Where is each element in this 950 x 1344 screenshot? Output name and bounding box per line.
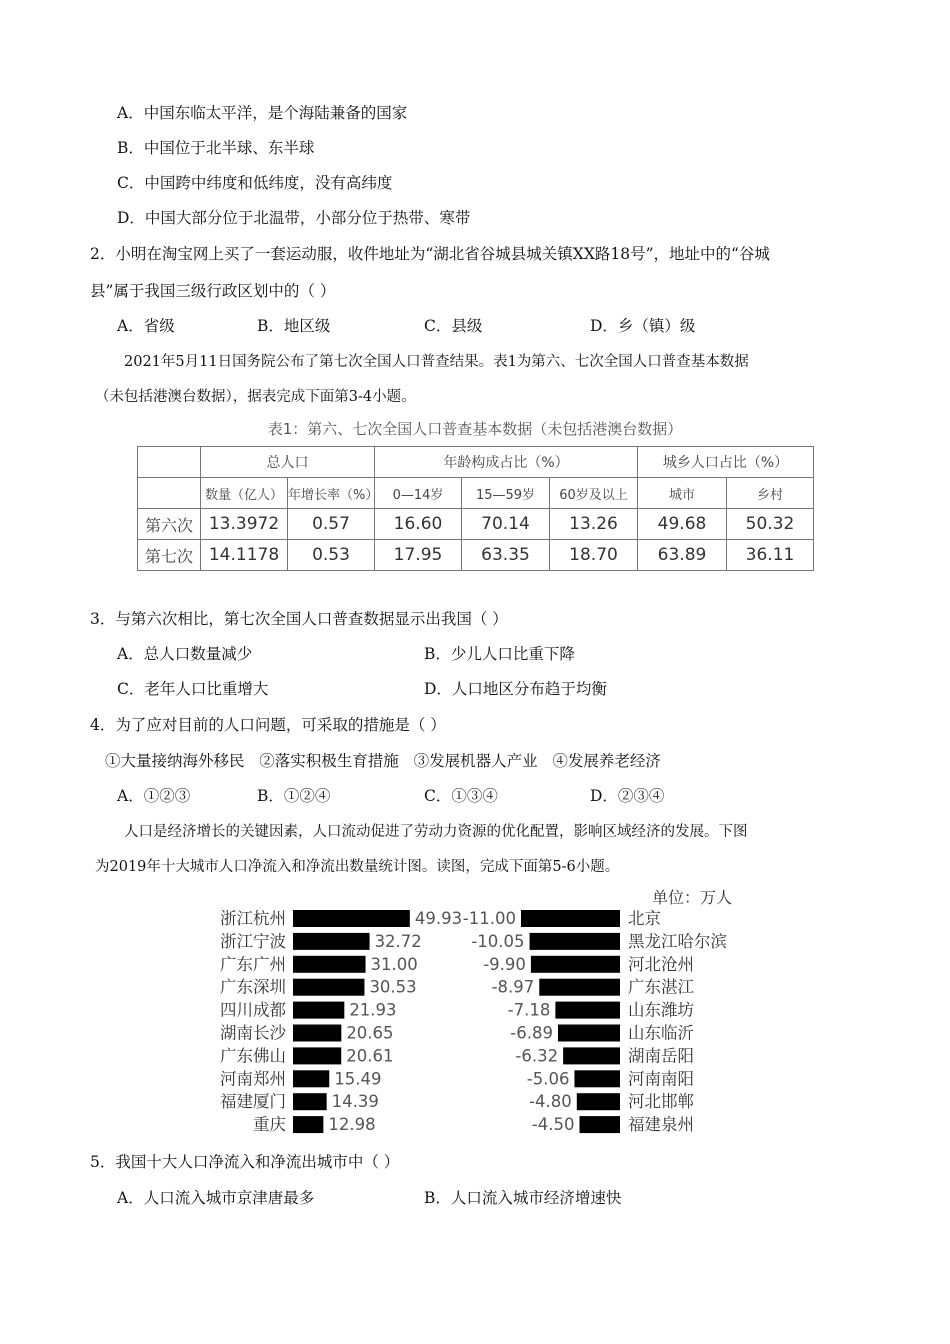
table-corner-cell	[138, 478, 201, 509]
chart-bar	[577, 1093, 620, 1110]
chart-value-label: -6.32	[515, 1046, 559, 1066]
chart-bar	[293, 1070, 329, 1087]
chart-bar	[293, 910, 410, 927]
q2-option-d: D．乡（镇）级	[590, 317, 696, 335]
q4-option-d: D．②③④	[590, 787, 665, 805]
q2-stem-line1: 2．小明在淘宝网上买了一套运动服，收件地址为“湖北省谷城县城关镇XX路18号”，地址中的“谷城	[90, 245, 770, 263]
chart-category-label: 湖南岳阳	[628, 1046, 694, 1066]
table-cell: 70.14	[462, 509, 550, 540]
table-row-label: 第六次	[138, 509, 201, 540]
chart-category-label: 河北沧州	[628, 954, 694, 974]
chart-value-label: -5.06	[526, 1069, 570, 1089]
q2-option-c: C．县级	[424, 317, 483, 335]
passage1-line2: （未包括港澳台数据），据表完成下面第3-4小题。	[95, 389, 416, 405]
chart-value-label: -7.18	[507, 1000, 551, 1020]
q1-option-c: C．中国跨中纬度和低纬度，没有高纬度	[117, 174, 393, 192]
chart-category-label: 浙江宁波	[220, 931, 286, 951]
q1-option-a: A．中国东临太平洋，是个海陆兼备的国家	[117, 104, 408, 122]
table-cell: 50.32	[727, 509, 814, 540]
table-sub-header: 年增长率（%）	[288, 478, 375, 509]
chart-bar	[293, 1116, 323, 1133]
chart-bar	[521, 910, 620, 927]
chart-category-label: 广东佛山	[220, 1046, 286, 1066]
chart-bar	[580, 1116, 621, 1133]
chart-category-label: 广东湛江	[628, 977, 694, 997]
chart-category-label: 山东潍坊	[628, 1000, 694, 1020]
chart-bar	[293, 1093, 327, 1110]
chart-unit-label: 单位：万人	[651, 888, 732, 907]
chart-value-label: -10.05	[471, 931, 525, 951]
chart-category-label: 北京	[628, 909, 661, 928]
q5-option-a: A．人口流入城市京津唐最多	[117, 1189, 315, 1207]
passage1-line1: 2021年5月11日国务院公布了第七次全国人口普查结果。表1为第六、七次全国人口普查基本数据	[124, 354, 749, 370]
table-cell: 63.89	[638, 540, 727, 571]
chart-value-label: 15.49	[334, 1069, 382, 1089]
chart-category-label: 广东深圳	[220, 977, 286, 997]
table-sub-header: 15—59岁	[462, 478, 550, 509]
table-cell: 13.3972	[201, 509, 288, 540]
chart-category-label: 四川成都	[220, 1000, 286, 1020]
chart-value-label: -4.50	[531, 1115, 575, 1135]
q2-option-a: A．省级	[117, 317, 175, 335]
q5-stem: 5．我国十大人口净流入和净流出城市中（ ）	[90, 1153, 400, 1171]
table-cell: 49.68	[638, 509, 727, 540]
chart-value-label: -4.80	[529, 1092, 572, 1112]
chart-category-label: 福建厦门	[220, 1092, 286, 1112]
q4-measures: ①大量接纳海外移民 ②落实积极生育措施 ③发展机器人产业 ④发展养老经济	[105, 752, 661, 770]
census-table	[137, 446, 814, 571]
chart-category-label: 山东临沂	[628, 1023, 694, 1043]
chart-bar	[530, 933, 620, 950]
q4-stem: 4．为了应对目前的人口问题，可采取的措施是（ ）	[90, 716, 446, 734]
q4-option-b: B．①②④	[257, 787, 331, 805]
table-group-header: 总人口	[201, 447, 375, 478]
chart-value-label: -8.97	[491, 977, 535, 997]
chart-bar	[558, 1025, 620, 1042]
chart-category-label: 福建泉州	[628, 1115, 694, 1135]
chart-value-label: -6.89	[510, 1023, 553, 1043]
chart-category-label: 浙江杭州	[220, 909, 286, 928]
table-row	[138, 509, 814, 540]
q3-option-a: A．总人口数量减少	[117, 645, 253, 663]
chart-bar	[293, 933, 370, 950]
chart-bar	[563, 1047, 620, 1064]
chart-category-label: 河南南阳	[628, 1069, 694, 1089]
table-sub-header: 数量（亿人）	[201, 478, 288, 509]
chart-value-label: 49.93	[414, 909, 463, 928]
chart-bar	[293, 1002, 344, 1019]
q3-stem: 3．与第六次相比，第七次全国人口普查数据显示出我国（ ）	[90, 610, 508, 628]
table-cell: 0.57	[288, 509, 375, 540]
table-row	[138, 540, 814, 571]
chart-bar	[539, 979, 620, 996]
chart-value-label: 14.39	[331, 1092, 379, 1112]
q4-option-a: A．①②③	[117, 787, 191, 805]
chart-value-label: 21.93	[349, 1000, 397, 1020]
chart-category-label: 黑龙江哈尔滨	[628, 931, 727, 951]
q1-option-b: B．中国位于北半球、东半球	[117, 139, 315, 157]
chart-bar	[574, 1070, 620, 1087]
chart-value-label: 32.72	[374, 931, 422, 951]
chart-bar	[293, 1047, 341, 1064]
chart-category-label: 重庆	[253, 1115, 286, 1135]
chart-value-label: 31.00	[370, 954, 418, 974]
table-sub-header: 60岁及以上	[550, 478, 638, 509]
chart-value-label: -11.00	[462, 909, 516, 928]
table-title: 表1：第六、七次全国人口普查基本数据（未包括港澳台数据）	[267, 420, 683, 438]
table-corner-cell	[138, 447, 201, 478]
table-cell: 18.70	[550, 540, 638, 571]
passage2-line1: 人口是经济增长的关键因素，人口流动促进了劳动力资源的优化配置，影响区域经济的发展。下图	[124, 824, 748, 840]
table-cell: 36.11	[727, 540, 814, 571]
chart-bar	[293, 979, 364, 996]
chart-category-label: 广东广州	[220, 954, 286, 974]
table-row-label: 第七次	[138, 540, 201, 571]
table-group-header: 城乡人口占比（%）	[638, 447, 814, 478]
chart-value-label: 20.65	[346, 1023, 394, 1043]
q1-option-d: D．中国大部分位于北温带，小部分位于热带、寒带	[117, 209, 471, 227]
chart-category-label: 湖南长沙	[220, 1023, 286, 1043]
table-cell: 14.1178	[201, 540, 288, 571]
table-cell: 17.95	[375, 540, 462, 571]
q5-option-b: B．人口流入城市经济增速快	[424, 1189, 622, 1207]
table-sub-header: 0—14岁	[375, 478, 462, 509]
chart-bar	[555, 1002, 620, 1019]
population-flow-chart	[0, 884, 950, 1144]
table-sub-header: 乡村	[727, 478, 814, 509]
chart-value-label: 12.98	[328, 1115, 376, 1135]
table-cell: 63.35	[462, 540, 550, 571]
chart-category-label: 河南郑州	[220, 1069, 286, 1089]
q3-option-c: C．老年人口比重增大	[117, 680, 269, 698]
chart-category-label: 河北邯郸	[628, 1092, 694, 1112]
passage2-line2: 为2019年十大城市人口净流入和净流出数量统计图。读图，完成下面第5-6小题。	[95, 859, 620, 875]
table-cell: 16.60	[375, 509, 462, 540]
table-cell: 13.26	[550, 509, 638, 540]
chart-value-label: 20.61	[346, 1046, 394, 1066]
q2-stem-line2: 县”属于我国三级行政区划中的（ ）	[90, 282, 336, 300]
q2-option-b: B．地区级	[257, 317, 331, 335]
chart-value-label: -9.90	[483, 954, 526, 974]
chart-bar	[293, 1025, 341, 1042]
q3-option-d: D．人口地区分布趋于均衡	[424, 680, 607, 698]
table-group-header: 年龄构成占比（%）	[375, 447, 638, 478]
chart-value-label: 30.53	[369, 977, 417, 997]
table-cell: 0.53	[288, 540, 375, 571]
chart-bar	[293, 956, 366, 973]
q4-option-c: C．①③④	[424, 787, 498, 805]
chart-bar	[531, 956, 620, 973]
q3-option-b: B．少儿人口比重下降	[424, 645, 575, 663]
table-sub-header: 城市	[638, 478, 727, 509]
